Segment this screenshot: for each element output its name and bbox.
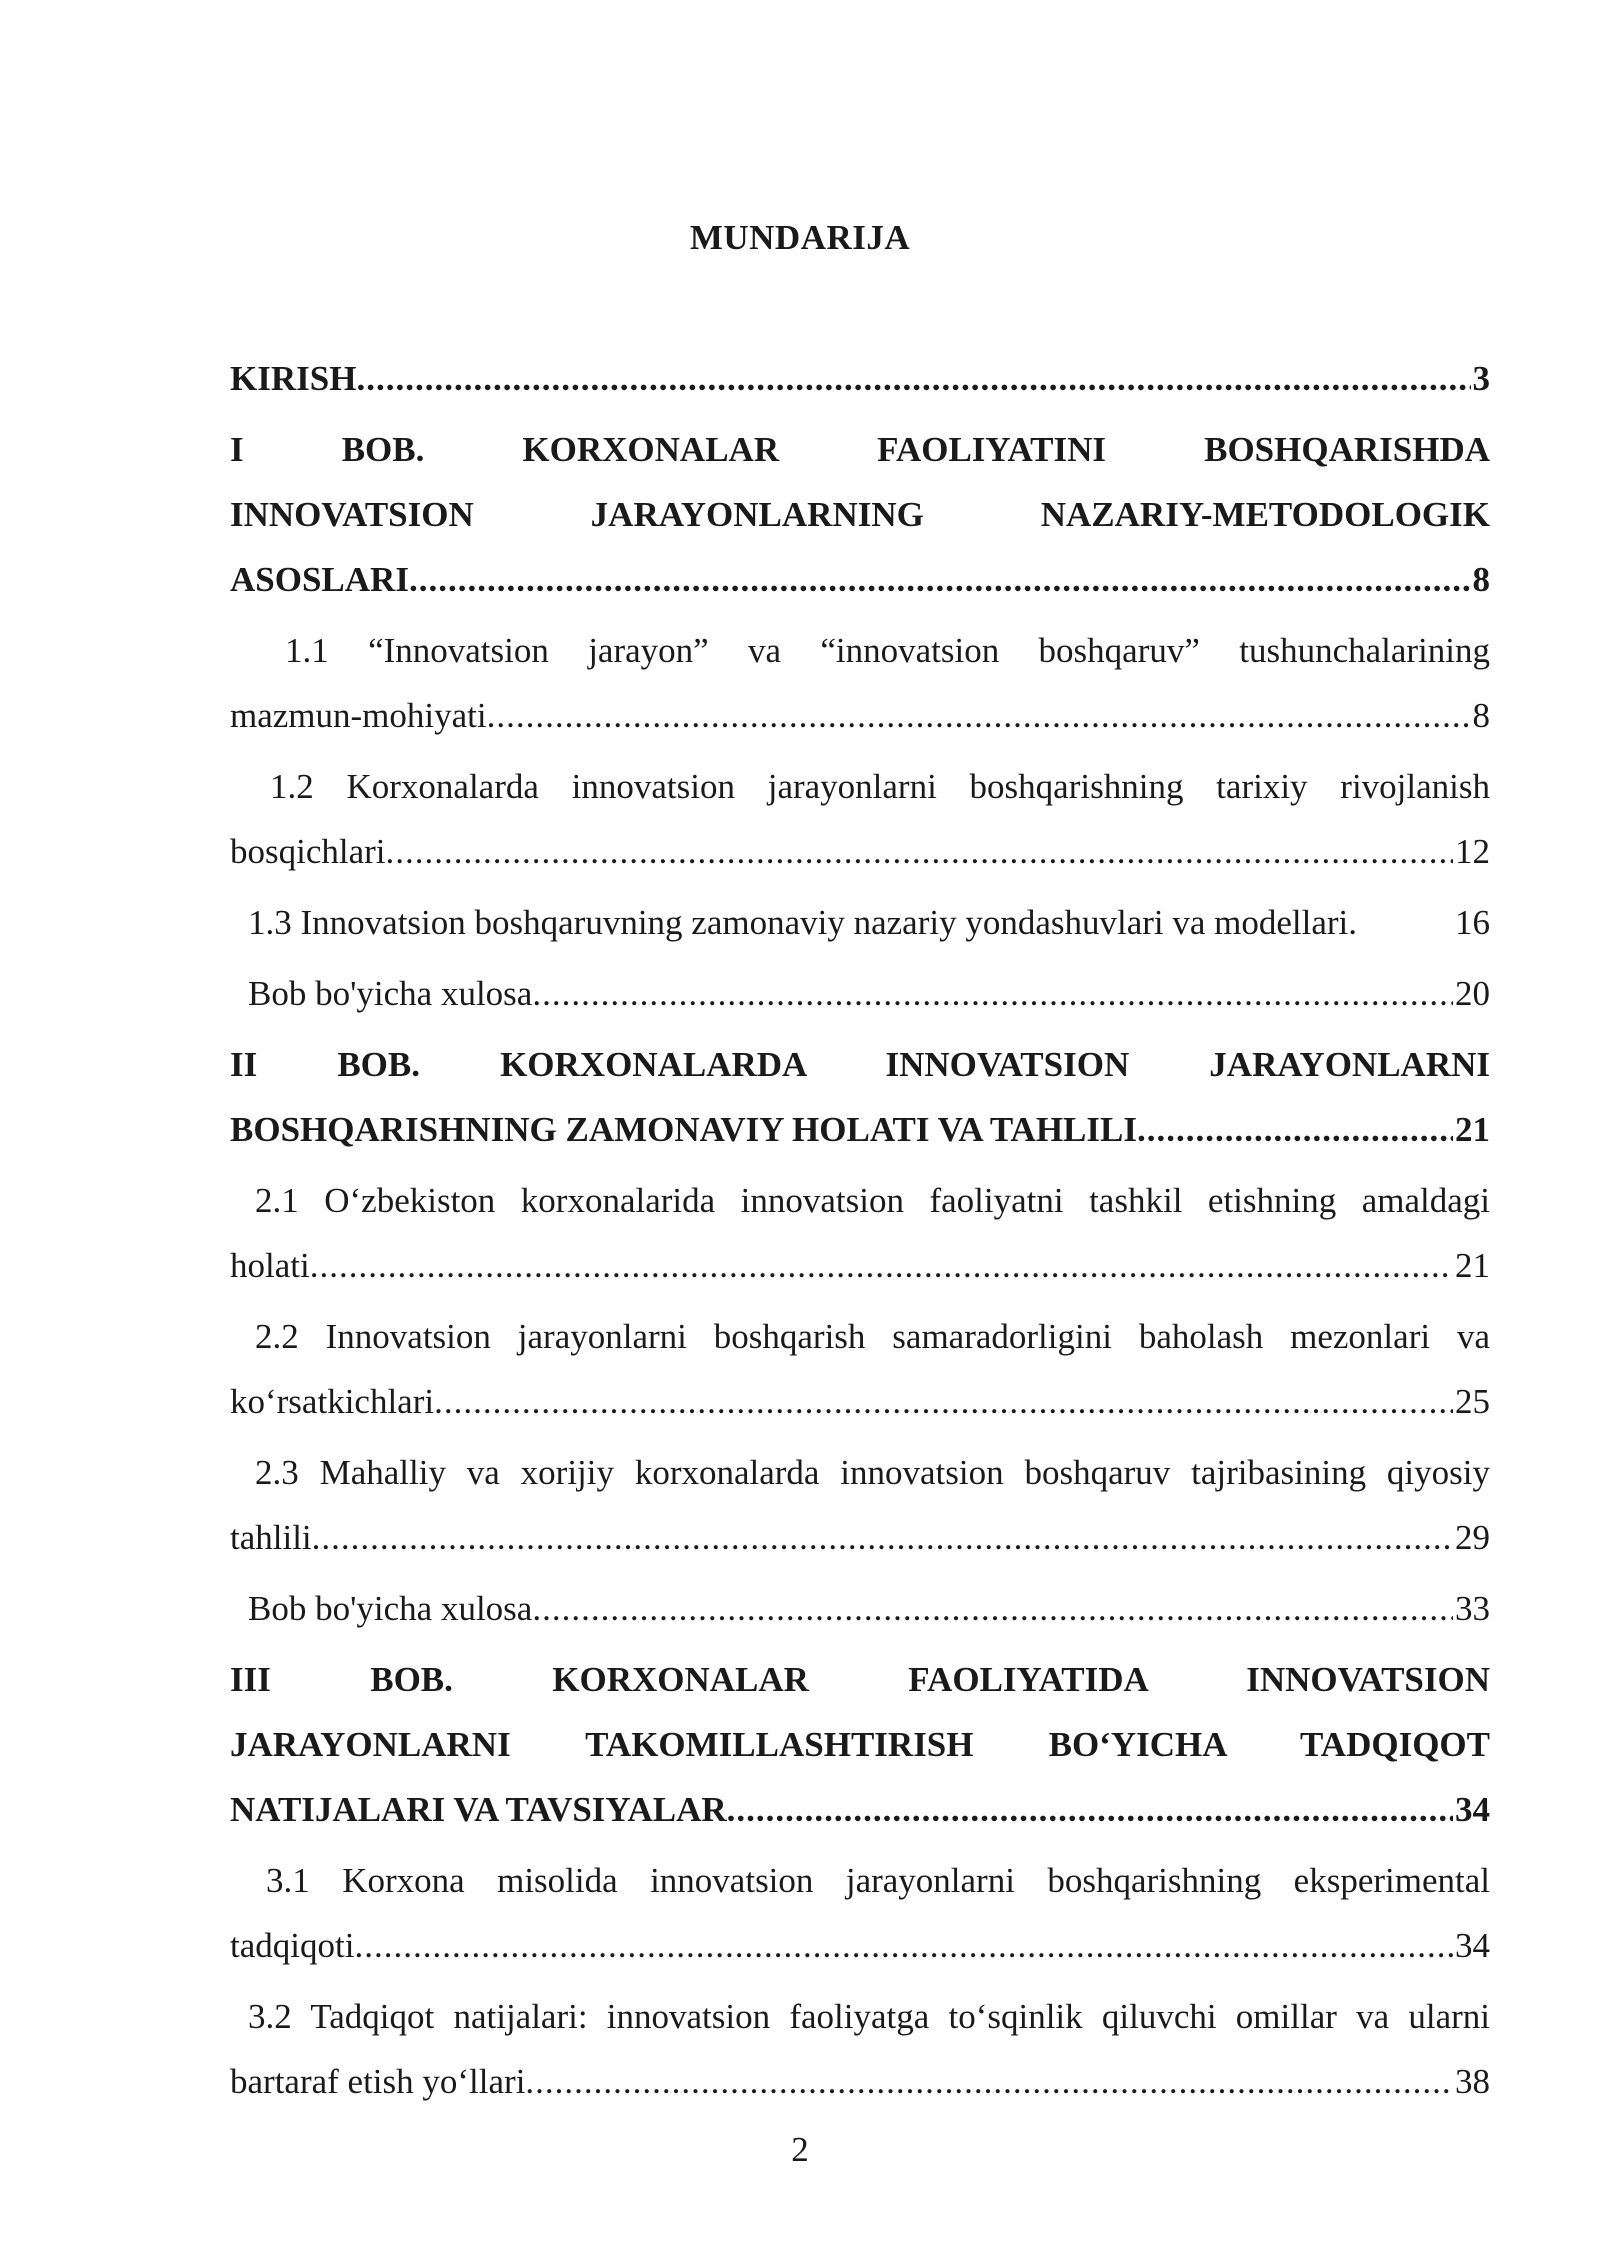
toc-entry-line: I BOB. KORXONALAR FAOLIYATINI BOSHQARISHDA (230, 430, 1490, 469)
toc-entry-line: INNOVATSION JARAYONLARNING NAZARIY-METODOLOGIK (230, 495, 1490, 534)
toc-entry-line: NATIJALARI VA TAVSIYALAR (230, 1790, 727, 1829)
toc-page-number: 33 (1455, 1589, 1490, 1628)
toc-entry-line: III BOB. KORXONALAR FAOLIYATIDA INNOVATSION (230, 1660, 1490, 1699)
toc-page-number: 29 (1455, 1518, 1490, 1557)
dot-leader (434, 1369, 1453, 1434)
toc-entry-line: ASOSLARI (230, 560, 409, 599)
dot-leader (356, 346, 1470, 411)
toc-entry-line: 2.1 O‘zbekiston korxonalarida innovatsion faoliyatni tashkil etishning amaldagi (255, 1181, 1490, 1220)
dot-leader (487, 683, 1471, 748)
toc-page-number: 16 (1455, 903, 1490, 942)
dot-leader (1137, 1097, 1453, 1162)
dot-leader (532, 1576, 1453, 1641)
toc-entry-line: bartaraf etish yo‘llari (230, 2062, 526, 2101)
toc-page-number: 34 (1455, 1926, 1490, 1965)
toc-page-number: 20 (1455, 974, 1490, 1013)
dot-leader (409, 547, 1471, 612)
toc-entry-section-2-3[interactable] (230, 1440, 1490, 1570)
toc-page-number: 25 (1455, 1382, 1490, 1421)
dot-leader (532, 961, 1453, 1026)
toc-entry-line: 1.1 “Innovatsion jarayon” va “innovatsion boshqaruv” tushunchalarining (285, 631, 1490, 670)
toc-entry-section-2-1[interactable] (230, 1168, 1490, 1298)
toc-entry-line: 3.2 Tadqiqot natijalari: innovatsion faoliyatga to‘sqinlik qiluvchi omillar va ularni (248, 1997, 1490, 2036)
toc-entry-line: 1.3 Innovatsion boshqaruvning zamonaviy nazariy yondashuvlari va modellari. (248, 903, 1358, 942)
dot-leader (525, 2049, 1453, 2114)
toc-page-number: 34 (1455, 1790, 1490, 1829)
toc-entry-line: 2.3 Mahalliy va xorijiy korxonalarda innovatsion boshqaruv tajribasining qiyosiy (255, 1453, 1490, 1492)
toc-page-number: 21 (1455, 1110, 1490, 1149)
dot-leader (310, 1233, 1453, 1298)
dot-leader (312, 1505, 1453, 1570)
page-number: 2 (791, 2130, 809, 2169)
toc-entry-line: mazmun-mohiyati (230, 696, 487, 735)
toc-entry-chapter-1[interactable] (230, 417, 1490, 612)
toc-entry-chapter-2[interactable] (230, 1032, 1490, 1162)
toc-entry-line: tahlili (230, 1518, 312, 1557)
dot-leader (727, 1777, 1453, 1842)
toc-entry-line: 2.2 Innovatsion jarayonlarni boshqarish samaradorligini baholash mezonlari va (255, 1317, 1490, 1356)
toc-entry-line: 1.2 Korxonalarda innovatsion jarayonlarni boshqarishning tarixiy rivojlanish (270, 767, 1490, 806)
toc-page-number: 21 (1455, 1246, 1490, 1285)
toc-entry-section-1-3[interactable] (230, 890, 1490, 955)
toc-entry-label: Bob bo'yicha xulosa (248, 974, 533, 1013)
toc-entry-line: BOSHQARISHNING ZAMONAVIY HOLATI VA TAHLILI (230, 1110, 1137, 1149)
page-title: MUNDARIJA (689, 218, 911, 257)
toc-entry-section-2-2[interactable] (230, 1304, 1490, 1434)
dot-leader (354, 1913, 1453, 1978)
toc-entry-line: ko‘rsatkichlari (230, 1382, 435, 1421)
toc-page-number: 8 (1472, 696, 1490, 735)
toc-entry-chapter-3[interactable] (230, 1647, 1490, 1842)
dot-leader (386, 819, 1453, 884)
toc-entry-label: KIRISH (230, 359, 357, 398)
toc-entry-line: 3.1 Korxona misolida innovatsion jarayonlarni boshqarishning eksperimental (266, 1861, 1490, 1900)
toc-entry-line: tadqiqoti (230, 1926, 355, 1965)
toc-entry-line: bosqichlari (230, 832, 386, 871)
toc-page-number: 38 (1455, 2062, 1490, 2101)
toc-entry-line: holati (230, 1246, 310, 1285)
toc-entry-section-1-1[interactable] (230, 618, 1490, 748)
toc-entry-line: II BOB. KORXONALARDA INNOVATSION JARAYONLARNI (230, 1045, 1490, 1084)
toc-entry-label: Bob bo'yicha xulosa (248, 1589, 533, 1628)
table-of-contents (230, 346, 1490, 2120)
toc-entry-section-1-2[interactable] (230, 754, 1490, 884)
toc-entry-line: JARAYONLARNI TAKOMILLASHTIRISH BO‘YICHA TADQIQOT (230, 1725, 1490, 1764)
toc-entry-section-3-1[interactable] (230, 1848, 1490, 1978)
toc-page-number: 12 (1455, 832, 1490, 871)
toc-entry-chapter-1-conclusion[interactable] (230, 961, 1490, 1026)
toc-page-number: 8 (1472, 560, 1490, 599)
toc-entry-kirish[interactable] (230, 346, 1490, 411)
toc-entry-section-3-2[interactable] (230, 1984, 1490, 2114)
toc-entry-chapter-2-conclusion[interactable] (230, 1576, 1490, 1641)
toc-page-number: 3 (1472, 359, 1490, 398)
